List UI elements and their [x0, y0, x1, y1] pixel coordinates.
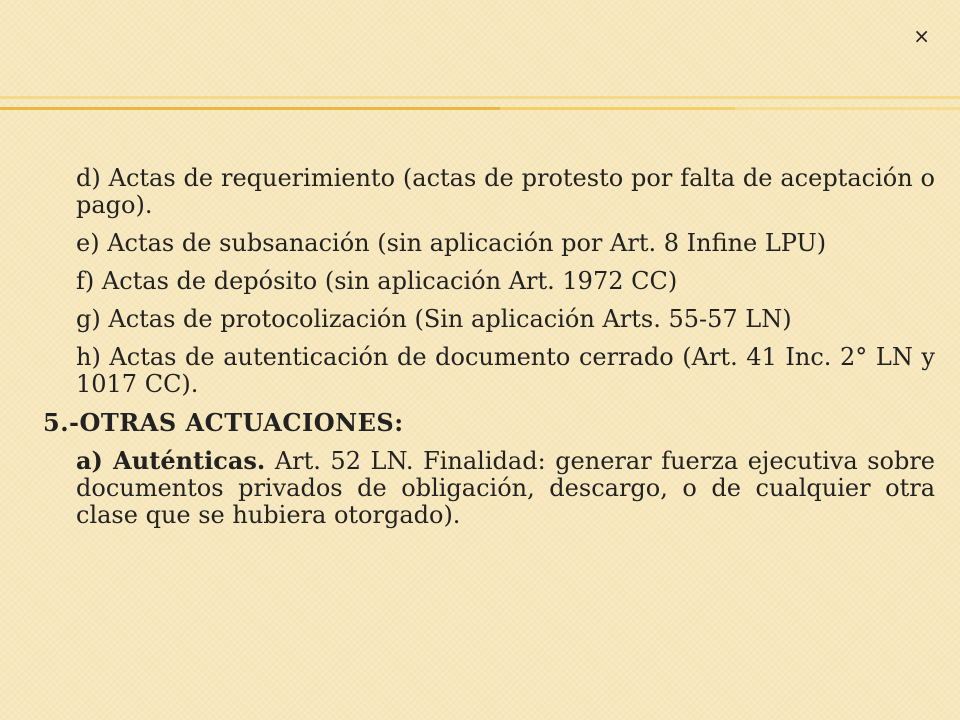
- header-rule-strong: [0, 107, 960, 110]
- paragraph-h: h) Actas de autenticación de documento cerrado (Art. 41 Inc. 2° LN y 1017 CC).: [76, 343, 935, 398]
- item-a-text: Art. 52 LN. Finalidad: generar fuerza ejecutiva sobre documentos privados de obligación, descargo, o de cualquier otra clase que se hubiera otorgado).: [76, 447, 935, 529]
- paragraph-g: g) Actas de protocolización (Sin aplicación Arts. 55-57 LN): [76, 305, 792, 333]
- paragraph-e: e) Actas de subsanación (sin aplicación por Art. 8 Infine LPU): [76, 229, 827, 257]
- item-a-label: a) Auténticas.: [76, 446, 266, 475]
- close-icon[interactable]: ×: [913, 24, 930, 48]
- paragraph-d: d) Actas de requerimiento (actas de protesto por falta de aceptación o pago).: [76, 164, 935, 219]
- slide-content: [33, 165, 935, 540]
- header-rule-light: [0, 96, 960, 99]
- paragraph-f: f) Actas de depósito (sin aplicación Art. 1972 CC): [76, 267, 678, 295]
- paragraph-a: [33, 447, 935, 529]
- section-heading: 5.-OTRAS ACTUACIONES:: [43, 408, 404, 437]
